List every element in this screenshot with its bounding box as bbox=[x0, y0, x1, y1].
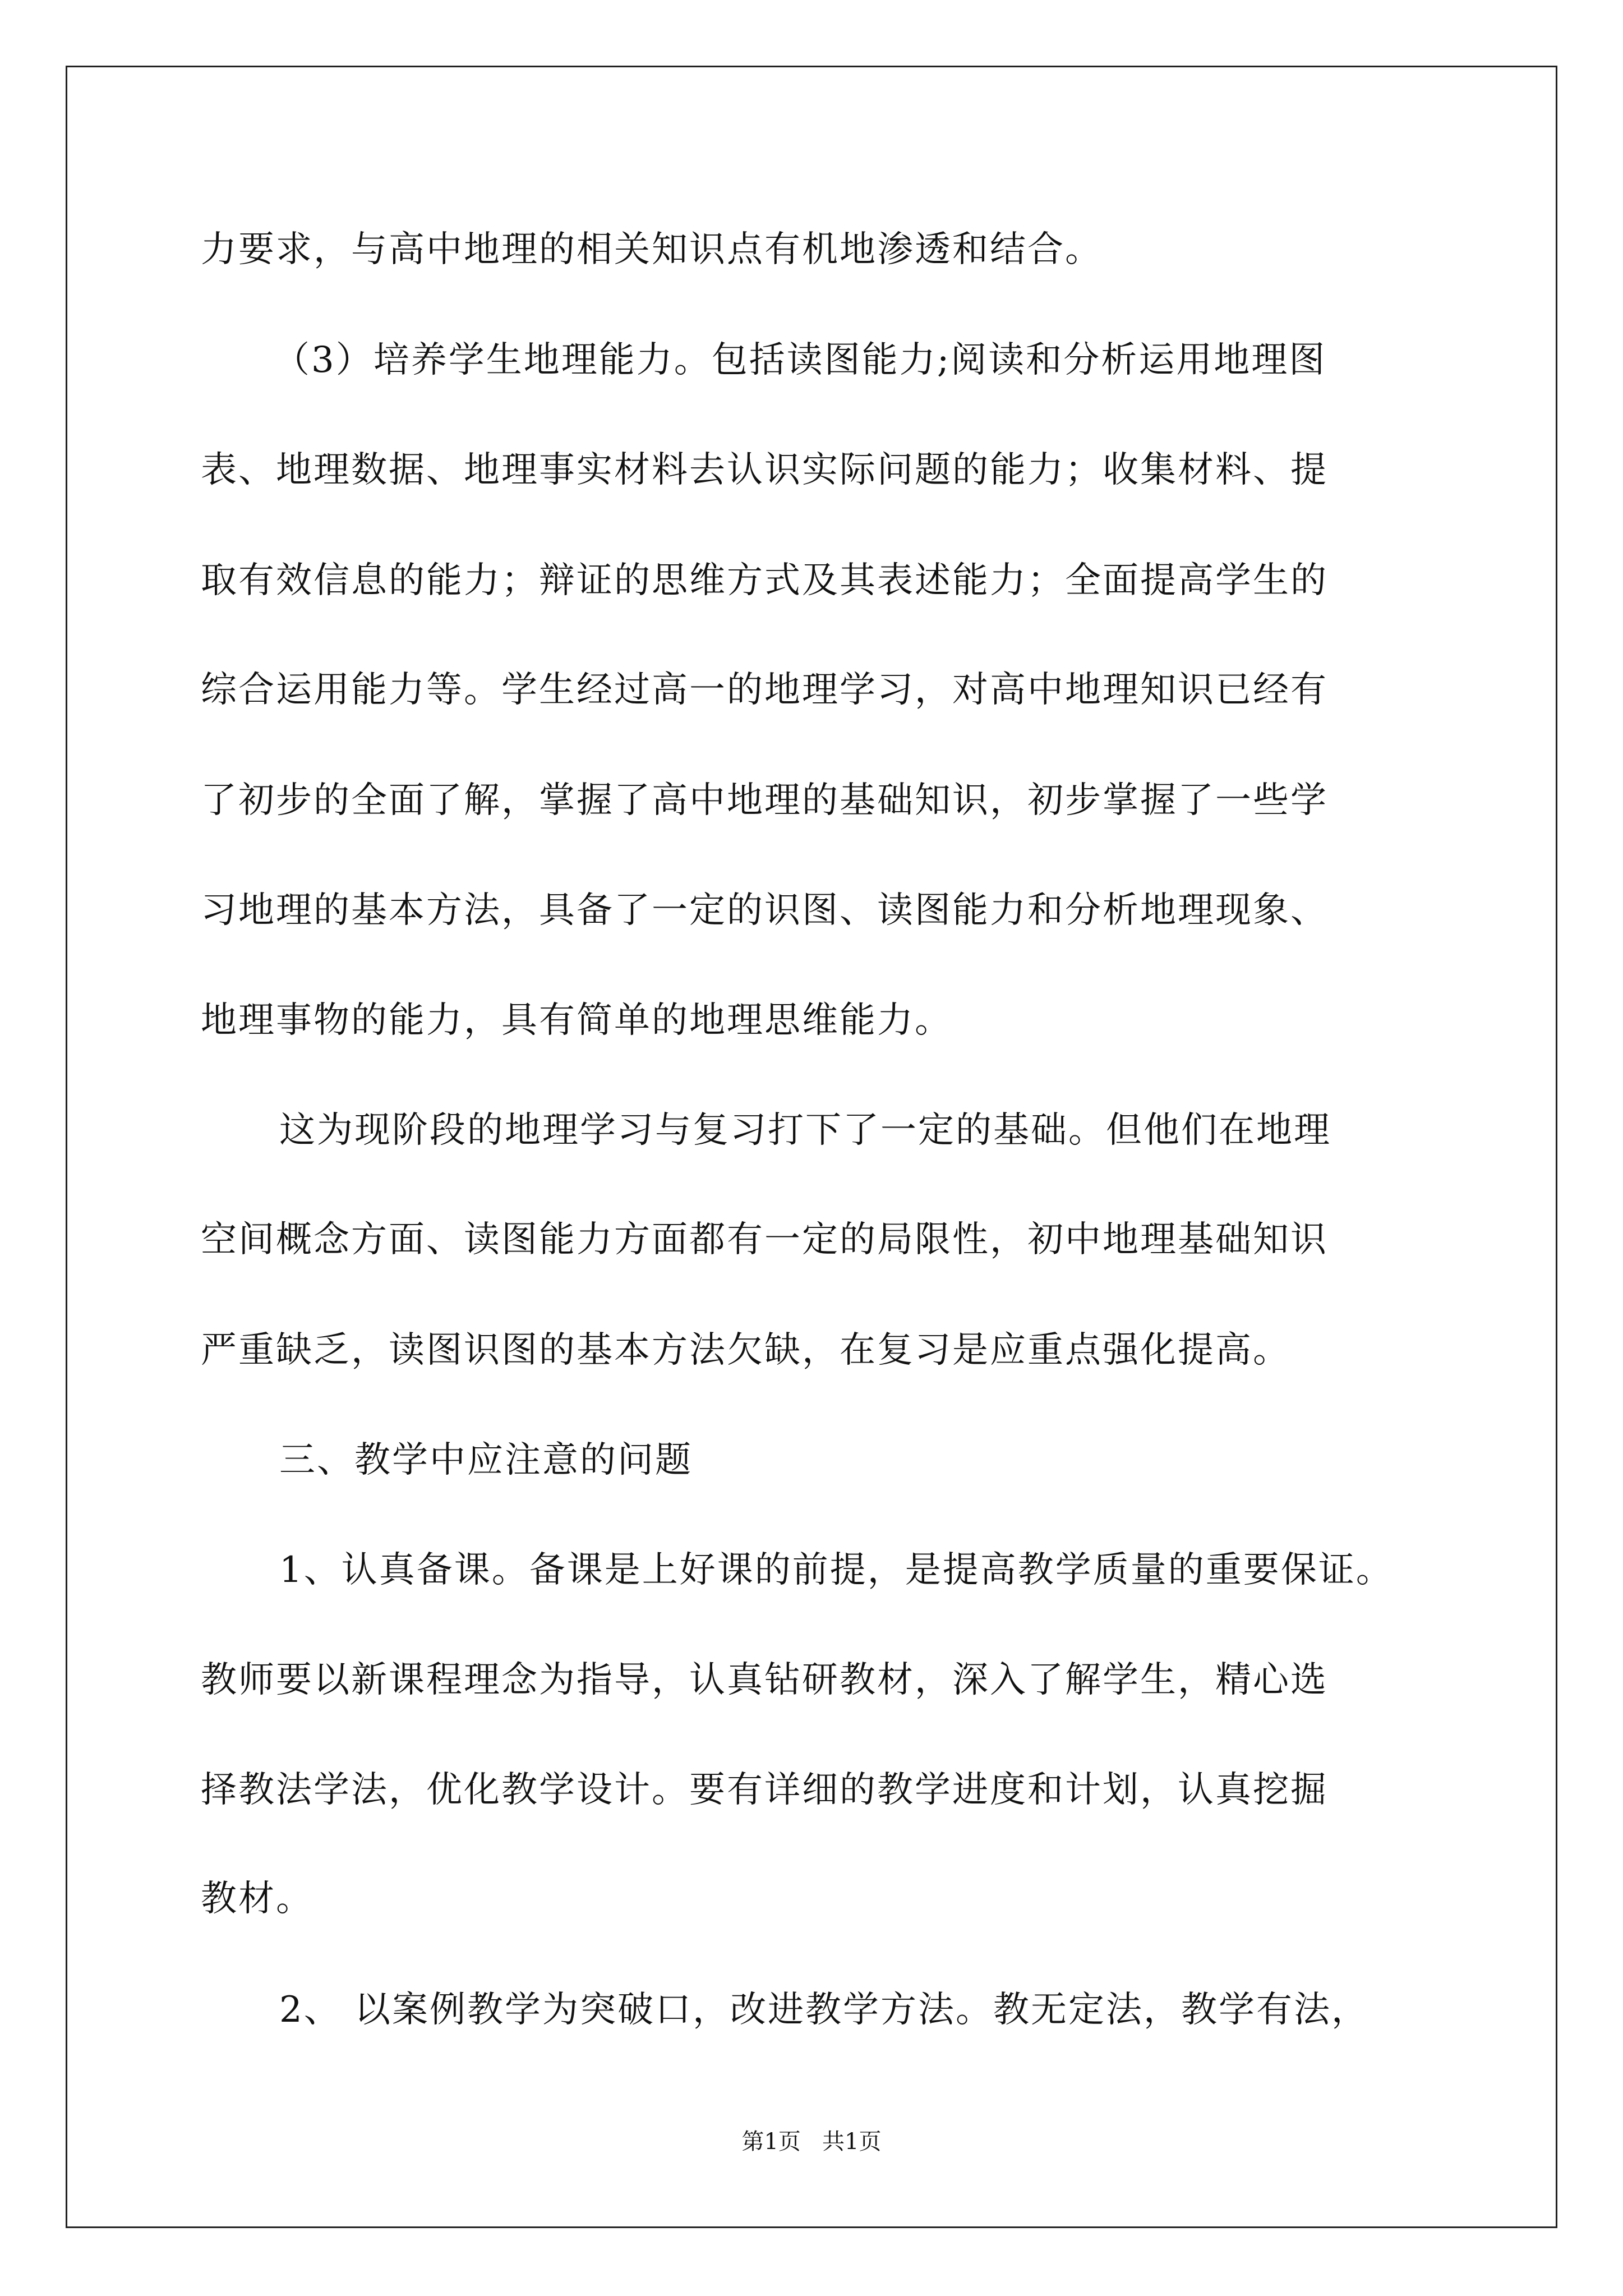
text-line: 力要求，与高中地理的相关知识点有机地渗透和结合。 bbox=[201, 229, 1103, 270]
text-line: 习地理的基本方法，具备了一定的识图、读图能力和分析地理现象、 bbox=[201, 890, 1328, 931]
text-line: 教师要以新课程理念为指导，认真钻研教材，深入了解学生，精心选 bbox=[201, 1659, 1328, 1701]
page-number-footer: 第1页 共1页 bbox=[741, 2129, 882, 2155]
text-line: 取有效信息的能力；辩证的思维方式及其表述能力；全面提高学生的 bbox=[201, 560, 1328, 601]
text-line: 2、 以案例教学为突破口，改进教学方法。教无定法，教学有法， bbox=[279, 1989, 1370, 2031]
text-line: 择教法学法，优化教学设计。要有详细的教学进度和计划，认真挖掘 bbox=[201, 1769, 1328, 1811]
text-line: 综合运用能力等。学生经过高一的地理学习，对高中地理知识已经有 bbox=[201, 669, 1328, 711]
text-line: 表、地理数据、地理事实材料去认识实际问题的能力；收集材料、提 bbox=[201, 449, 1328, 491]
text-line: 了初步的全面了解，掌握了高中地理的基础知识，初步掌握了一些学 bbox=[201, 780, 1328, 821]
text-line: 空间概念方面、读图能力方面都有一定的局限性，初中地理基础知识 bbox=[201, 1219, 1328, 1260]
text-line: 教材。 bbox=[201, 1878, 313, 1920]
section-heading: 三、教学中应注意的问题 bbox=[279, 1439, 693, 1481]
text-line: 这为现阶段的地理学习与复习打下了一定的基础。但他们在地理 bbox=[279, 1110, 1331, 1151]
text-line: 地理事物的能力，具有简单的地理思维能力。 bbox=[201, 1000, 952, 1041]
text-line: 1、认真备课。备课是上好课的前提，是提高教学质量的重要保证。 bbox=[279, 1549, 1394, 1591]
text-line: 严重缺乏，读图识图的基本方法欠缺，在复习是应重点强化提高。 bbox=[201, 1329, 1290, 1371]
text-line: （3）培养学生地理能力。包括读图能力;阅读和分析运用地理图 bbox=[274, 339, 1327, 381]
